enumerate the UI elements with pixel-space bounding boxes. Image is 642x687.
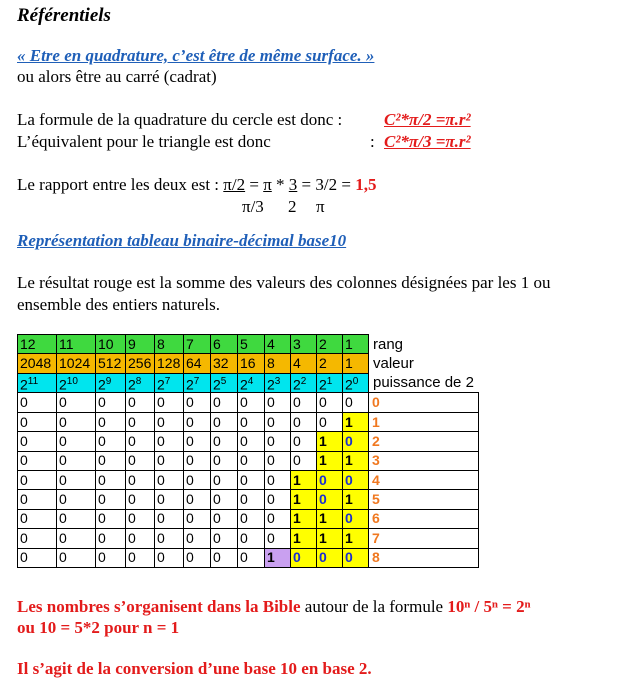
bit-cell: 0 — [18, 393, 57, 412]
bit-cell: 0 — [96, 471, 126, 490]
power-cell: $2^{10}$ — [57, 373, 96, 393]
formula2-colon: : — [370, 132, 375, 151]
value-cell: 16 — [238, 354, 265, 373]
bit-cell: 0 — [57, 490, 96, 509]
bit-cell: 0 — [291, 432, 317, 451]
bit-cell: 0 — [184, 529, 211, 548]
conclusion1-black: autour de la formule — [300, 597, 448, 616]
power-cell: $2^8$ — [126, 373, 155, 393]
value-cell: 8 — [265, 354, 291, 373]
rank-cell: 2 — [317, 335, 343, 354]
bit-cell: 0 — [96, 529, 126, 548]
bit-cell: 0 — [211, 412, 238, 431]
ratio-den2: 2 — [288, 197, 297, 216]
power-cell: $2^0$ — [343, 373, 369, 393]
value-row — [18, 354, 479, 373]
bit-cell: 0 — [155, 490, 184, 509]
bit-cell: 0 — [18, 529, 57, 548]
bit-cell: 0 — [211, 471, 238, 490]
bit-cell: 0 — [184, 412, 211, 431]
result-cell: 5 — [369, 490, 479, 509]
bit-cell: 0 — [18, 471, 57, 490]
power-cell: $2^2$ — [291, 373, 317, 393]
bit-cell: 0 — [96, 412, 126, 431]
bit-cell: 0 — [57, 529, 96, 548]
rank-cell: 3 — [291, 335, 317, 354]
bit-cell: 0 — [18, 412, 57, 431]
bit-cell: 1 — [291, 490, 317, 509]
bit-cell: 0 — [211, 393, 238, 412]
value-cell: 64 — [184, 354, 211, 373]
power-cell: $2^{11}$ — [18, 373, 57, 393]
table-row — [18, 529, 479, 548]
bit-cell: 0 — [265, 432, 291, 451]
rank-cell: 9 — [126, 335, 155, 354]
bit-cell: 0 — [317, 471, 343, 490]
ratio-num2: π — [263, 175, 272, 194]
bit-cell: 0 — [238, 432, 265, 451]
bit-cell: 0 — [96, 548, 126, 567]
bit-cell: 0 — [265, 509, 291, 528]
bit-cell: 1 — [343, 529, 369, 548]
formula2: C²*π/3 =π.r² — [384, 132, 471, 151]
rank-label: rang — [373, 335, 404, 353]
bit-cell: 0 — [265, 490, 291, 509]
bit-cell: 0 — [343, 509, 369, 528]
ratio-num3: 3 — [288, 175, 298, 194]
bit-cell: 0 — [317, 548, 343, 567]
power-cell: $2^9$ — [96, 373, 126, 393]
rank-cell: 4 — [265, 335, 291, 354]
bit-cell: 0 — [126, 432, 155, 451]
bit-cell: 0 — [96, 393, 126, 412]
bit-cell: 0 — [155, 412, 184, 431]
bit-cell: 0 — [57, 509, 96, 528]
ratio-den1: π/3 — [242, 197, 264, 216]
bit-cell: 0 — [238, 451, 265, 470]
bit-cell: 0 — [238, 412, 265, 431]
power-cell: $2^5$ — [211, 373, 238, 393]
table-row — [18, 432, 479, 451]
bit-cell: 1 — [317, 451, 343, 470]
bit-cell: 1 — [291, 471, 317, 490]
bit-cell: 0 — [265, 471, 291, 490]
conclusion1-formula: 10ⁿ / 5ⁿ = 2ⁿ — [447, 597, 531, 616]
rank-row — [18, 335, 479, 354]
rank-cell: 7 — [184, 335, 211, 354]
bit-cell: 0 — [211, 451, 238, 470]
rank-cell: 12 — [18, 335, 57, 354]
result-cell: 0 — [369, 393, 479, 412]
table-row — [18, 471, 479, 490]
value-cell: 512 — [96, 354, 126, 373]
bit-cell: 0 — [265, 412, 291, 431]
rank-cell: 11 — [57, 335, 96, 354]
bit-cell: 1 — [291, 509, 317, 528]
result-cell: 7 — [369, 529, 479, 548]
bit-cell: 0 — [343, 393, 369, 412]
paragraph-line2: ensemble des entiers naturels. — [17, 295, 220, 314]
bit-cell: 0 — [184, 471, 211, 490]
bit-cell: 0 — [155, 471, 184, 490]
bit-cell: 0 — [265, 529, 291, 548]
bit-cell: 0 — [18, 432, 57, 451]
table-row — [18, 451, 479, 470]
bit-cell: 0 — [96, 451, 126, 470]
value-cell: 1024 — [57, 354, 96, 373]
conclusion-line1 — [17, 597, 530, 617]
bit-cell: 0 — [155, 432, 184, 451]
bit-cell: 0 — [57, 412, 96, 431]
formula1-text: La formule de la quadrature du cercle est donc : — [17, 110, 343, 129]
bit-cell: 0 — [238, 509, 265, 528]
power-cell: $2^7$ — [184, 373, 211, 393]
table-row — [18, 509, 479, 528]
bit-cell: 0 — [126, 490, 155, 509]
result-cell: 6 — [369, 509, 479, 528]
page-title: Référentiels — [17, 5, 111, 26]
bit-cell: 0 — [265, 451, 291, 470]
value-cell: 2 — [317, 354, 343, 373]
power-cell: $2^3$ — [265, 373, 291, 393]
value-cell: 128 — [155, 354, 184, 373]
ratio-den3: π — [316, 197, 325, 216]
power-cell: $2^4$ — [238, 373, 265, 393]
quote-subtitle: ou alors être au carré (cadrat) — [17, 67, 217, 86]
bit-cell: 0 — [96, 432, 126, 451]
bit-cell: 0 — [57, 432, 96, 451]
bit-cell: 0 — [18, 548, 57, 567]
bit-cell: 0 — [126, 548, 155, 567]
bit-cell: 0 — [18, 451, 57, 470]
rank-cell: 10 — [96, 335, 126, 354]
bit-cell: 0 — [343, 471, 369, 490]
power-cell: $2^1$ — [317, 373, 343, 393]
power-label: puissance de 2 — [373, 374, 474, 392]
result-cell: 2 — [369, 432, 479, 451]
value-cell: 32 — [211, 354, 238, 373]
bit-cell: 0 — [126, 471, 155, 490]
paragraph-line1: Le résultat rouge est la somme des valeurs des colonnes désignées par les 1 ou — [17, 273, 551, 292]
bit-cell: 0 — [211, 432, 238, 451]
bit-cell: 1 — [317, 509, 343, 528]
table-row — [18, 412, 479, 431]
power-row — [18, 373, 479, 393]
bit-cell: 0 — [291, 451, 317, 470]
bit-cell: 0 — [96, 509, 126, 528]
ratio-line — [17, 175, 376, 195]
bit-cell: 1 — [291, 529, 317, 548]
bit-cell: 0 — [184, 490, 211, 509]
value-cell: 4 — [291, 354, 317, 373]
bit-cell: 0 — [291, 393, 317, 412]
ratio-num1: π/2 — [223, 175, 246, 194]
bit-cell: 0 — [18, 509, 57, 528]
value-cell: 256 — [126, 354, 155, 373]
bit-cell: 0 — [238, 529, 265, 548]
value-cell: 2048 — [18, 354, 57, 373]
result-cell: 3 — [369, 451, 479, 470]
bit-cell: 0 — [155, 548, 184, 567]
bit-cell: 0 — [211, 509, 238, 528]
table-row — [18, 548, 479, 567]
bit-cell: 1 — [317, 529, 343, 548]
quote-heading: « Etre en quadrature, c’est être de même surface. » — [17, 46, 375, 65]
ratio-mult: * — [276, 175, 285, 194]
bit-cell: 0 — [238, 548, 265, 567]
bit-cell: 0 — [184, 432, 211, 451]
ratio-tail: = 3/2 = — [301, 175, 351, 194]
value-cell: 1 — [343, 354, 369, 373]
conclusion1-red: Les nombres s’organisent dans la Bible — [17, 597, 301, 616]
bit-cell: 0 — [184, 393, 211, 412]
bit-cell: 0 — [211, 548, 238, 567]
formula1: C²*π/2 =π.r² — [384, 110, 471, 129]
bit-cell: 0 — [343, 432, 369, 451]
bit-cell: 0 — [57, 393, 96, 412]
bit-cell: 1 — [265, 548, 291, 567]
bit-cell: 0 — [211, 529, 238, 548]
bit-cell: 0 — [126, 509, 155, 528]
bit-cell: 0 — [184, 451, 211, 470]
value-label: valeur — [373, 355, 414, 373]
bit-cell: 0 — [343, 548, 369, 567]
rank-cell: 8 — [155, 335, 184, 354]
rank-cell: 6 — [211, 335, 238, 354]
conclusion-line2: ou 10 = 5*2 pour n = 1 — [17, 618, 180, 637]
bit-cell: 1 — [317, 432, 343, 451]
binary-table — [17, 334, 479, 568]
result-cell: 4 — [369, 471, 479, 490]
bit-cell: 0 — [57, 471, 96, 490]
rank-cell: 1 — [343, 335, 369, 354]
power-cell: $2^7$ — [155, 373, 184, 393]
bit-cell: 0 — [317, 490, 343, 509]
bit-cell: 0 — [57, 451, 96, 470]
bit-cell: 0 — [18, 490, 57, 509]
conclusion-line3: Il s’agit de la conversion d’une base 10 en base 2. — [17, 659, 372, 678]
bit-cell: 0 — [238, 393, 265, 412]
section-title: Représentation tableau binaire-décimal base10 — [17, 231, 347, 250]
bit-cell: 0 — [184, 548, 211, 567]
bit-cell: 1 — [343, 412, 369, 431]
bit-cell: 0 — [211, 490, 238, 509]
bit-cell: 0 — [291, 412, 317, 431]
bit-cell: 0 — [238, 471, 265, 490]
bit-cell: 0 — [155, 451, 184, 470]
bit-cell: 0 — [317, 393, 343, 412]
result-cell: 1 — [369, 412, 479, 431]
bit-cell: 1 — [343, 490, 369, 509]
bit-cell: 0 — [155, 393, 184, 412]
bit-cell: 0 — [96, 490, 126, 509]
bit-cell: 0 — [291, 548, 317, 567]
bit-cell: 0 — [155, 529, 184, 548]
bit-cell: 0 — [126, 393, 155, 412]
bit-cell: 0 — [126, 412, 155, 431]
ratio-result: 1,5 — [355, 175, 377, 194]
ratio-eq: = — [249, 175, 259, 194]
table-row — [18, 490, 479, 509]
bit-cell: 0 — [57, 548, 96, 567]
result-cell: 8 — [369, 548, 479, 567]
bit-cell: 0 — [126, 451, 155, 470]
bit-cell: 0 — [317, 412, 343, 431]
bit-cell: 1 — [343, 451, 369, 470]
rank-cell: 5 — [238, 335, 265, 354]
bit-cell: 0 — [155, 509, 184, 528]
bit-cell: 0 — [126, 529, 155, 548]
bit-cell: 0 — [238, 490, 265, 509]
formula2-text: L’équivalent pour le triangle est donc — [17, 132, 271, 151]
ratio-prefix: Le rapport entre les deux est : — [17, 175, 220, 194]
bit-cell: 0 — [265, 393, 291, 412]
table-row — [18, 393, 479, 412]
bit-cell: 0 — [184, 509, 211, 528]
